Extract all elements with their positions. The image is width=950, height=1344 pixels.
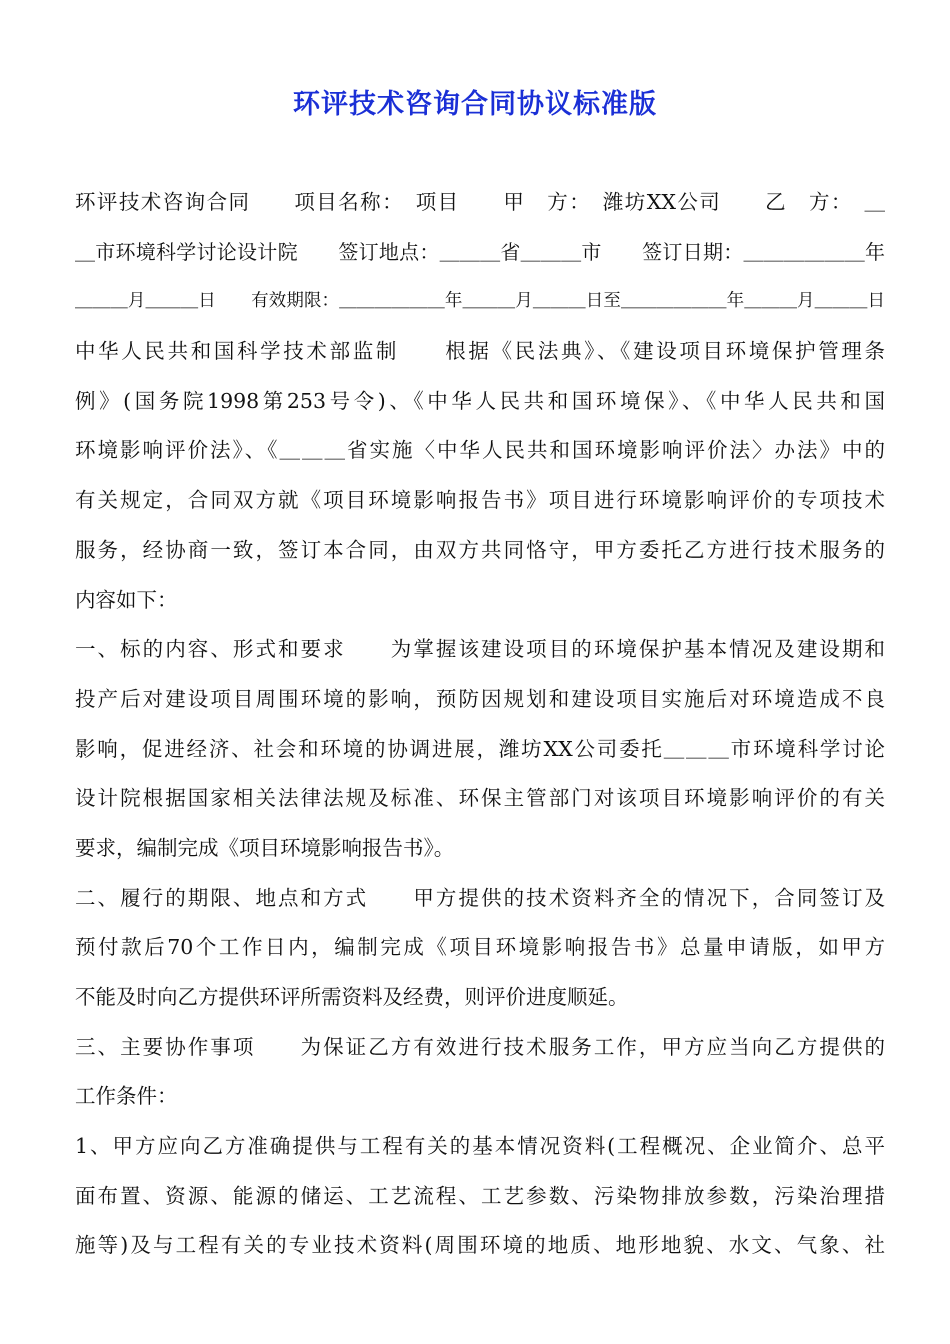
- text-line: 服务，经协商一致，签订本合同，由双方共同恪守，甲方委托乙方进行技术服务的: [75, 537, 885, 562]
- text-line: 施等)及与工程有关的专业技术资料(周围环境的地质、地形地貌、水文、气象、社: [75, 1233, 885, 1258]
- text-line: 投产后对建设项目周围环境的影响，预防因规划和建设项目实施后对环境造成不良: [75, 686, 885, 711]
- text-line: 有关规定，合同双方就《项目环境影响报告书》项目进行环境影响评价的专项技术: [75, 488, 885, 513]
- text-line: 设计院根据国家相关法律法规及标准、环保主管部门对该项目环境影响评价的有关: [75, 786, 885, 811]
- text-line: ＿＿＿月＿＿＿日 有效期限：＿＿＿＿＿＿年＿＿＿月＿＿＿日至＿＿＿＿＿＿年＿＿＿月＿＿＿日: [75, 291, 885, 312]
- text-line: 一、标的内容、形式和要求 为掌握该建设项目的环境保护基本情况及建设期和: [75, 637, 885, 662]
- text-line: 不能及时向乙方提供环评所需资料及经费，则评价进度顺延。: [75, 985, 629, 1009]
- document-body: [75, 178, 885, 1271]
- text-line: 预付款后70个工作日内，编制完成《项目环境影响报告书》总量申请版，如甲方: [75, 935, 885, 960]
- text-line: 二、履行的期限、地点和方式 甲方提供的技术资料齐全的情况下，合同签订及: [75, 885, 885, 910]
- text-line: 中华人民共和国科学技术部监制 根据《民法典》、《建设项目环境保护管理条: [75, 339, 885, 364]
- text-line: 内容如下：: [75, 587, 178, 612]
- text-line: 1、甲方应向乙方准确提供与工程有关的基本情况资料(工程概况、企业简介、总平: [75, 1134, 885, 1159]
- text-line: 例》(国务院1998第253号令)、《中华人民共和国环境保》、《中华人民共和国: [75, 388, 885, 413]
- text-line: 影响，促进经济、社会和环境的协调进展，潍坊XX公司委托＿＿＿市环境科学讨论: [75, 736, 885, 761]
- text-line: 要求，编制完成《项目环境影响报告书》。: [75, 835, 455, 860]
- text-line: ＿市环境科学讨论设计院 签订地点：＿＿＿省＿＿＿市 签订日期：＿＿＿＿＿＿年: [75, 239, 885, 264]
- text-line: 面布置、资源、能源的储运、工艺流程、工艺参数、污染物排放参数，污染治理措: [75, 1183, 885, 1208]
- text-line: 三、主要协作事项 为保证乙方有效进行技术服务工作，甲方应当向乙方提供的: [75, 1034, 885, 1059]
- text-line: 工作条件：: [75, 1084, 178, 1109]
- document-title: 环评技术咨询合同协议标准版: [293, 89, 657, 120]
- text-line: 环境影响评价法》、《＿＿＿省实施〈中华人民共和国环境影响评价法〉办法》中的: [75, 438, 885, 463]
- text-line: 环评技术咨询合同 项目名称： 项目 甲 方： 潍坊XX公司 乙 方： ＿: [75, 190, 885, 214]
